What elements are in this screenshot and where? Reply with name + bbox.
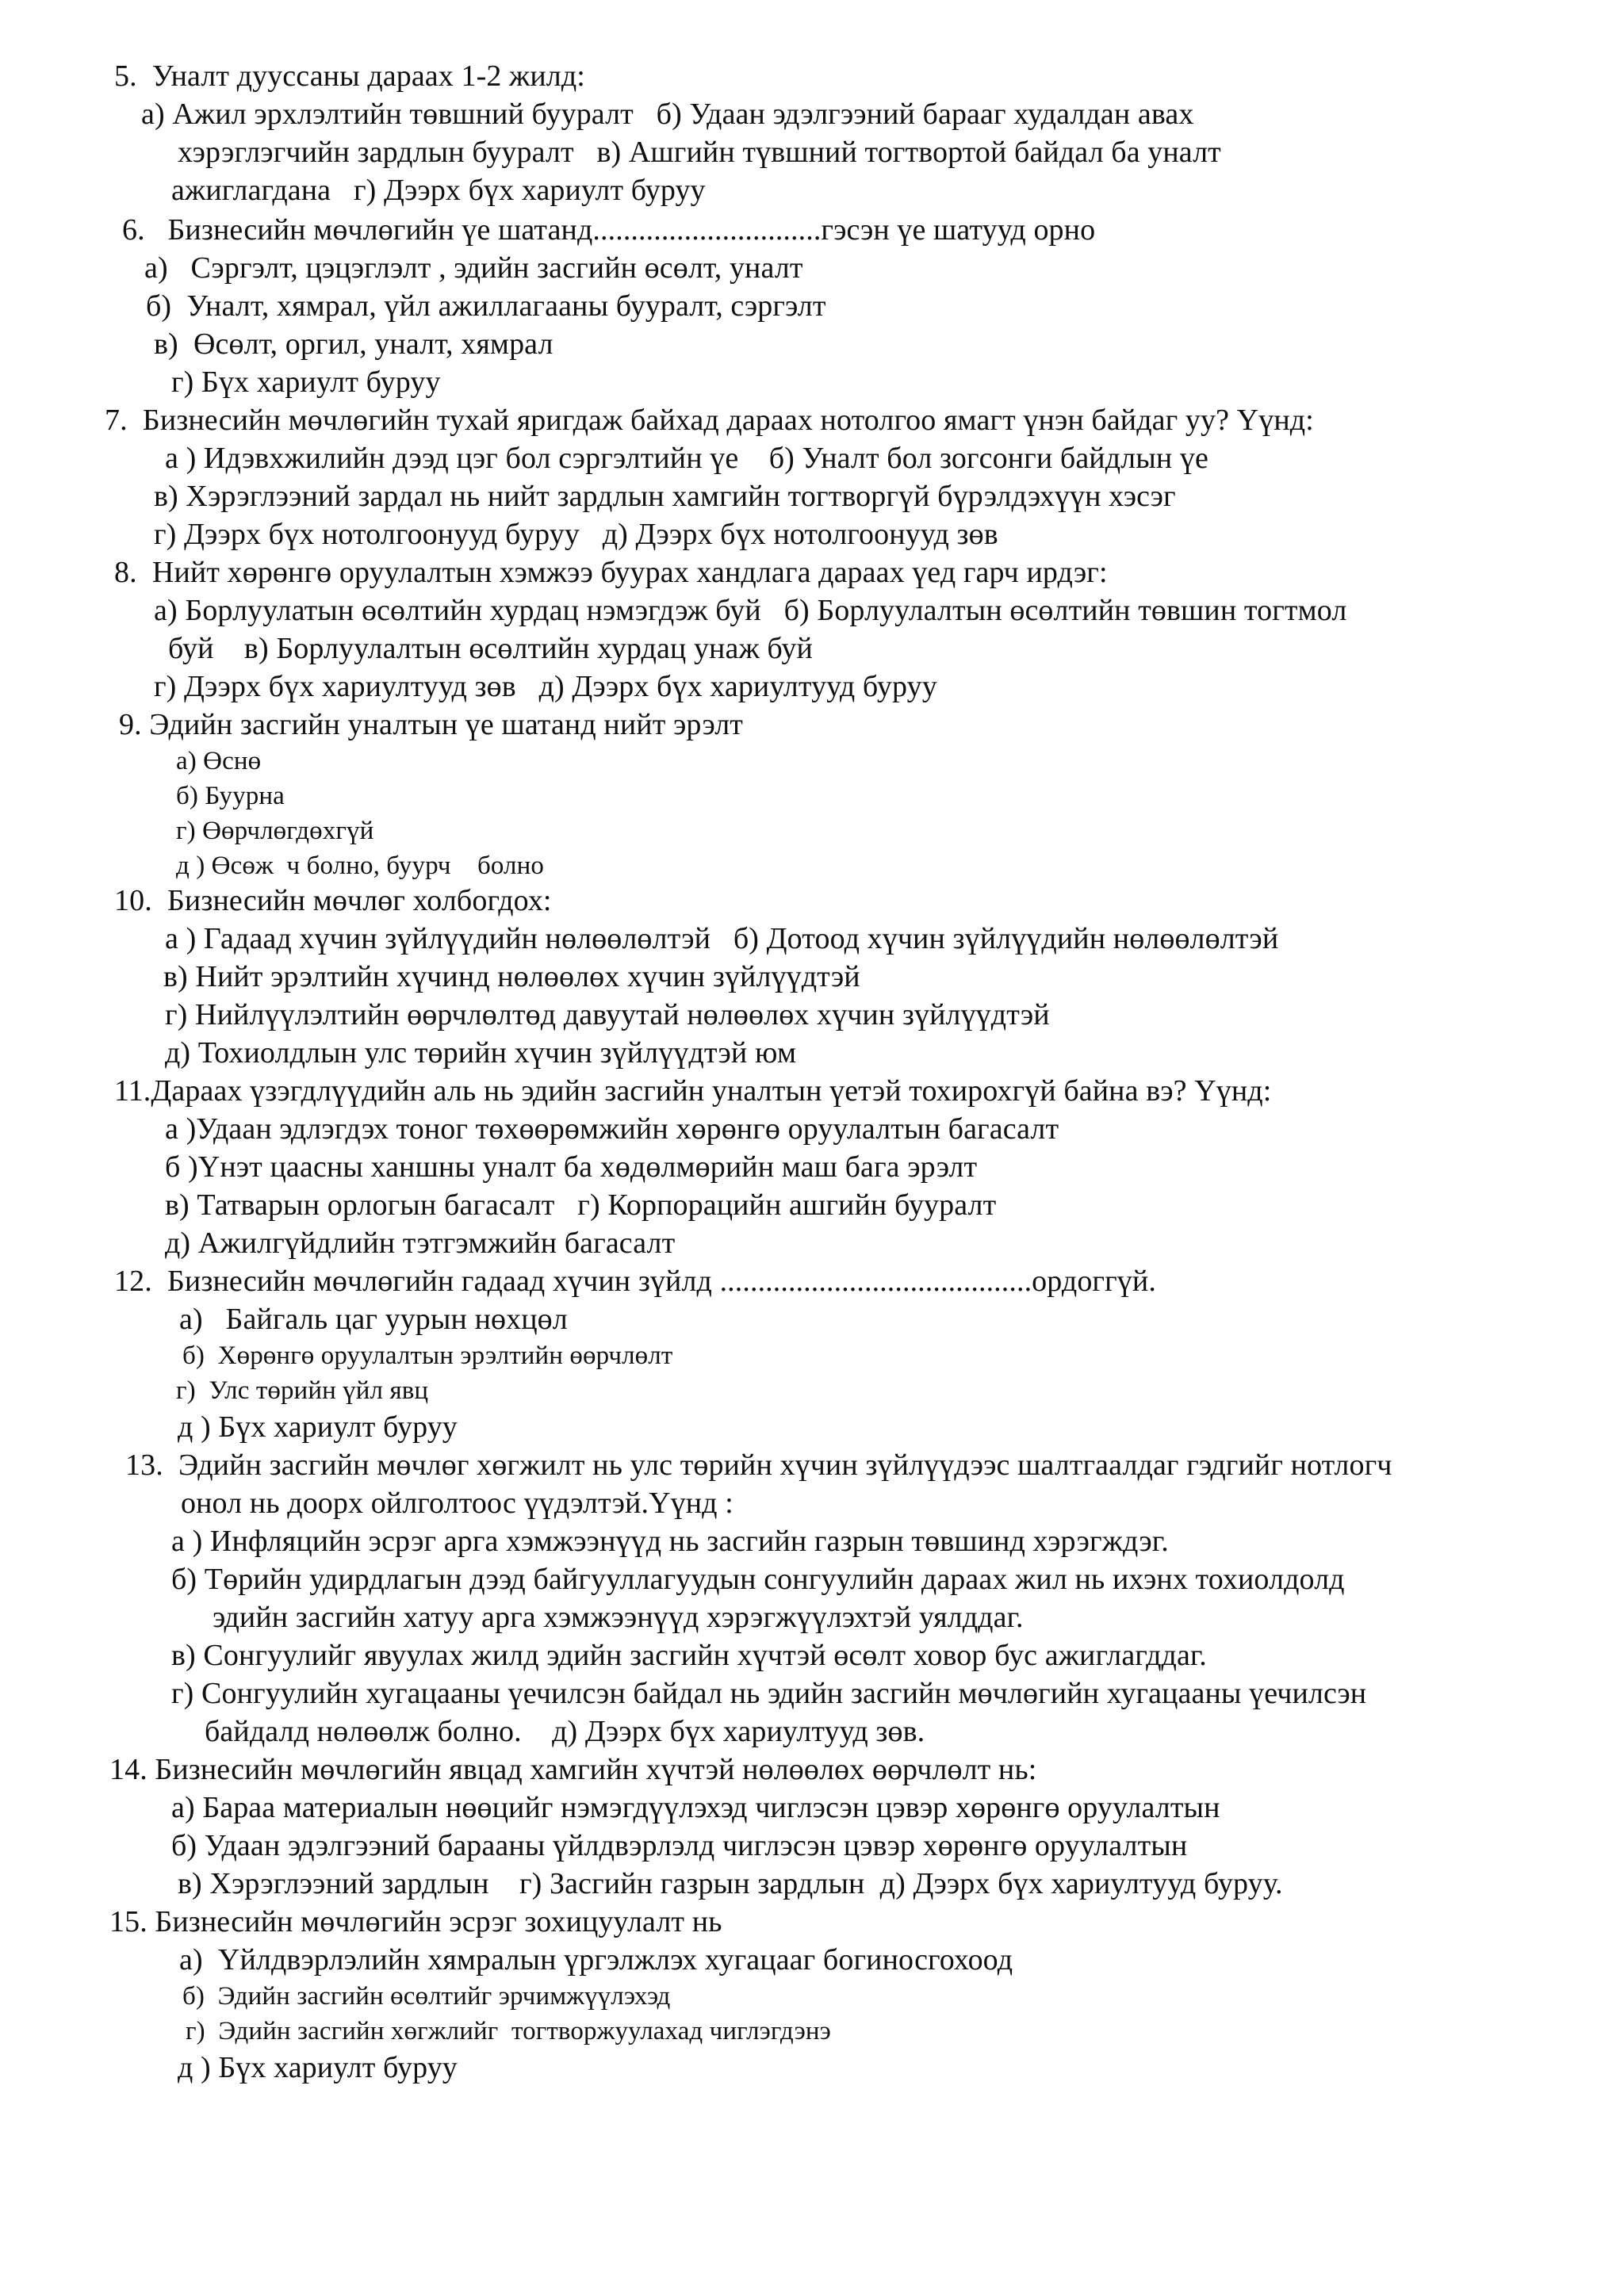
question-11-option-b: б )Үнэт цаасны ханшны уналт ба хөдөлмөрийн маш бага эрэлт — [165, 1150, 978, 1184]
question-10-options-line-2: в) Нийт эрэлтийн хүчинд нөлөөлөх хүчин зүйлүүдтэй — [163, 960, 860, 993]
question-9-option-c: г) Өөрчлөгдөхгүй — [176, 817, 374, 845]
question-5-options-line-1: а) Ажил эрхлэлтийн төвшний бууралт б) Удаан эдэлгээний барааг худалдан авах — [141, 98, 1194, 131]
question-15-title: 15. Бизнесийн мөчлөгийн эсрэг зохицуулалт нь — [109, 1905, 722, 1938]
question-6-option-d: г) Бүх хариулт буруу — [171, 365, 441, 399]
question-7-options-line-1: а ) Идэвхжилийн дээд цэг бол сэргэлтийн үе б) Уналт бол зогсонги байдлын үе — [165, 442, 1208, 475]
question-11-title: 11.Дараах үзэгдлүүдийн аль нь эдийн засгийн уналтын үетэй тохирохгүй байна вэ? Үүнд: — [114, 1074, 1272, 1108]
question-14-option-b: б) Удаан эдэлгээний барааны үйлдвэрлэлд чиглэсэн цэвэр хөрөнгө оруулалтын — [171, 1829, 1188, 1862]
question-5-title: 5. Уналт дууссаны дараах 1-2 жилд: — [114, 59, 585, 93]
question-7-title: 7. Бизнесийн мөчлөгийн тухай яригдаж байхад дараах нотолгоо ямагт үнэн байдаг уу? Үүнд: — [105, 404, 1314, 437]
question-13-option-d-line-1: г) Сонгуулийн хугацааны үечилсэн байдал нь эдийн засгийн мөчлөгийн хугацааны үечилсэн — [171, 1677, 1367, 1710]
question-13-option-b-line-2: эдийн засгийн хатуу арга хэмжээнүүд хэрэгжүүлэхтэй уялддаг. — [213, 1601, 1024, 1634]
question-11-option-a: а )Удаан эдлэгдэх тоног төхөөрөмжийн хөрөнгө оруулалтын багасалт — [165, 1112, 1059, 1146]
question-10-title: 10. Бизнесийн мөчлөг холбогдох: — [114, 884, 552, 917]
question-7-options-line-3: г) Дээрх бүх нотолгоонууд буруу д) Дээрх бүх нотолгоонууд зөв — [154, 518, 998, 551]
question-8-options-line-3: г) Дээрх бүх хариултууд зөв д) Дээрх бүх хариултууд буруу — [154, 670, 937, 703]
question-8-options-line-2: буй в) Борлуулалтын өсөлтийн хурдац унаж буй — [168, 632, 813, 665]
question-13-option-d-line-2: байдалд нөлөөлж болно. д) Дээрх бүх хариултууд зөв. — [205, 1715, 925, 1748]
question-12-option-a: а) Байгаль цаг уурын нөхцөл — [179, 1303, 568, 1336]
question-6-option-c: в) Өсөлт, оргил, уналт, хямрал — [154, 327, 553, 361]
question-15-option-d: д ) Бүх хариулт буруу — [178, 2051, 458, 2084]
question-6-option-b: б) Уналт, хямрал, үйл ажиллагааны бууралт, сэргэлт — [146, 289, 826, 323]
question-15-option-b: б) Эдийн засгийн өсөлтийг эрчимжүүлэхэд — [182, 1982, 671, 2011]
question-11-option-c: в) Татварын орлогын багасалт г) Корпорацийн ашгийн бууралт — [165, 1188, 997, 1222]
question-13-title-line-1: 13. Эдийн засгийн мөчлөг хөгжилт нь улс төрийн хүчин зүйлүүдээс шалтгаалдаг гэдгийг нотлогч — [125, 1448, 1392, 1482]
question-14-option-a: а) Бараа материалын нөөцийг нэмэгдүүлэхэд чиглэсэн цэвэр хөрөнгө оруулалтын — [171, 1791, 1220, 1824]
question-7-options-line-2: в) Хэрэглээний зардал нь нийт зардлын хамгийн тогтворгүй бүрэлдэхүүн хэсэг — [154, 480, 1176, 513]
question-12-option-d: д ) Бүх хариулт буруу — [178, 1410, 458, 1444]
question-13-option-c: в) Сонгуулийг явуулах жилд эдийн засгийн хүчтэй өсөлт ховор бус ажиглагддаг. — [171, 1639, 1207, 1672]
question-9-title: 9. Эдийн засгийн уналтын үе шатанд нийт эрэлт — [119, 708, 743, 741]
question-13-option-a: а ) Инфляцийн эсрэг арга хэмжээнүүд нь засгийн газрын төвшинд хэрэгждэг. — [171, 1525, 1169, 1558]
question-9-option-b: б) Буурна — [176, 782, 285, 810]
question-12-option-c: г) Улс төрийн үйл явц — [176, 1376, 429, 1405]
question-5-options-line-2: хэрэглэгчийн зардлын бууралт в) Ашгийн түвшний тогтвортой байдал ба уналт — [178, 136, 1221, 169]
question-13-title-line-2: онол нь доорх ойлголтоос үүдэлтэй.Үүнд : — [181, 1487, 733, 1520]
question-9-option-a: а) Өснө — [176, 747, 262, 775]
question-10-options-line-1: а ) Гадаад хүчин зүйлүүдийн нөлөөлөлтэй б) Дотоод хүчин зүйлүүдийн нөлөөлөлтэй — [165, 922, 1279, 955]
question-15-option-c: г) Эдийн засгийн хөгжлийг тогтворжуулахад чиглэгдэнэ — [186, 2017, 831, 2045]
question-10-options-line-4: д) Тохиолдлын улс төрийн хүчин зүйлүүдтэй юм — [165, 1036, 797, 1070]
question-12-title: 12. Бизнесийн мөчлөгийн гадаад хүчин зүйлд .........................................ордоггүй. — [114, 1265, 1156, 1298]
question-12-option-b: б) Хөрөнгө оруулалтын эрэлтийн өөрчлөлт — [182, 1341, 673, 1370]
question-9-option-d: д ) Өсөж ч болно, буурч болно — [176, 851, 544, 880]
question-6-title: 6. Бизнесийн мөчлөгийн үе шатанд..............................гэсэн үе шатууд орно — [122, 213, 1096, 247]
question-10-options-line-3: г) Нийлүүлэлтийн өөрчлөлтөд давуутай нөлөөлөх хүчин зүйлүүдтэй — [165, 998, 1050, 1031]
question-8-title: 8. Нийт хөрөнгө оруулалтын хэмжээ буурах хандлага дараах үед гарч ирдэг: — [114, 556, 1108, 589]
question-5-options-line-3: ажиглагдана г) Дээрх бүх хариулт буруу — [171, 174, 706, 207]
question-14-options-line-3: в) Хэрэглээний зардлын г) Засгийн газрын зардлын д) Дээрх бүх хариултууд буруу. — [178, 1867, 1283, 1900]
question-8-options-line-1: а) Борлуулатын өсөлтийн хурдац нэмэгдэж буй б) Борлуулалтын өсөлтийн төвшин тогтмол — [154, 594, 1347, 627]
question-13-option-b-line-1: б) Төрийн удирдлагын дээд байгууллагуудын сонгуулийн дараах жил нь ихэнх тохиолдолд — [171, 1563, 1345, 1596]
question-15-option-a: а) Үйлдвэрлэлийн хямралын үргэлжлэх хугацааг богиносгохоод — [179, 1943, 1013, 1976]
question-14-title: 14. Бизнесийн мөчлөгийн явцад хамгийн хүчтэй нөлөөлөх өөрчлөлт нь: — [109, 1753, 1037, 1786]
question-11-option-d: д) Ажилгүйдлийн тэтгэмжийн багасалт — [165, 1226, 676, 1260]
question-6-option-a: а) Сэргэлт, цэцэглэлт , эдийн засгийн өсөлт, уналт — [144, 251, 803, 285]
